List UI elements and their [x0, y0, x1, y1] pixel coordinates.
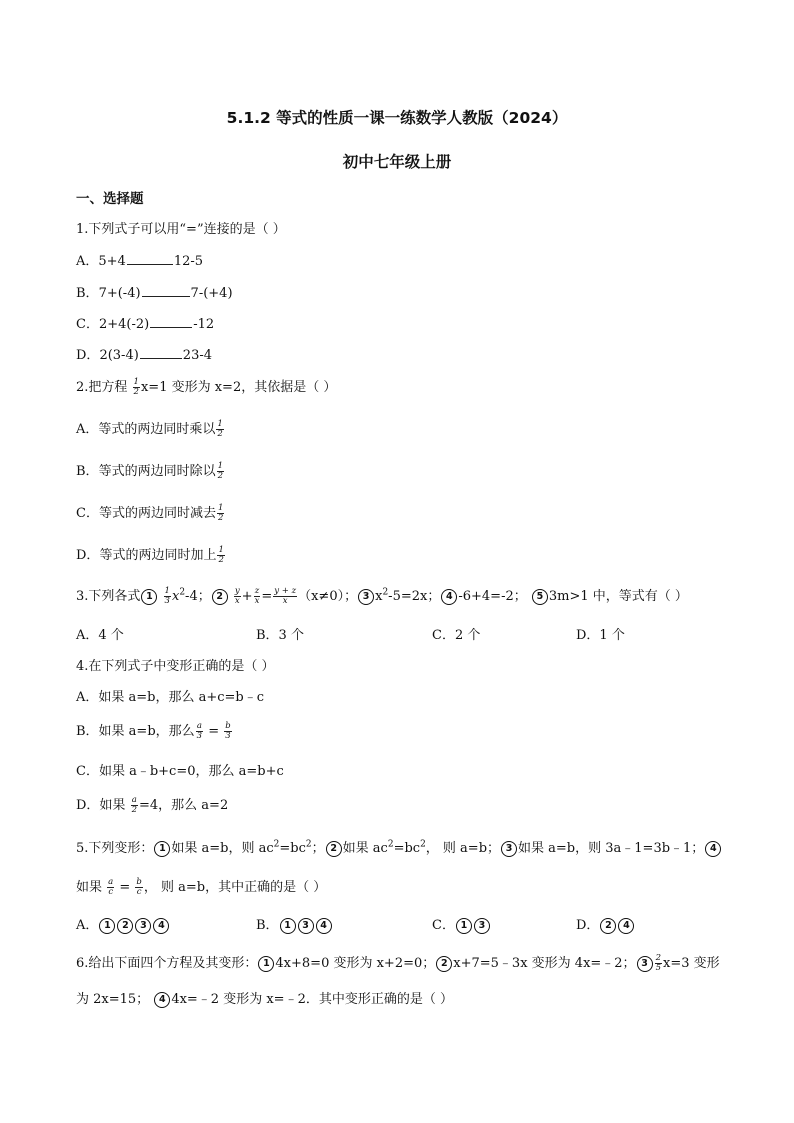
q2-option-c — [76, 502, 225, 523]
text-segment: 3m>1 中，等式有（ ） — [548, 589, 688, 604]
fraction — [164, 587, 171, 606]
text-segment: = — [115, 880, 135, 895]
option-right: 23-4 — [182, 348, 213, 363]
text-segment: 2 — [305, 839, 312, 850]
q2-option-d — [76, 544, 226, 565]
fraction — [655, 954, 662, 973]
text-segment: =4，那么 a=2 — [139, 798, 229, 813]
text-segment: = — [204, 724, 224, 739]
text-segment: 2 — [217, 513, 224, 523]
q5-option-a — [76, 914, 170, 934]
text-segment: 5.下列变形： — [76, 841, 154, 856]
option-right: 12-5 — [173, 254, 204, 269]
fraction — [131, 796, 138, 815]
text-segment: 2 — [655, 953, 661, 963]
q4-option-b — [76, 720, 233, 741]
answer-blank — [127, 253, 173, 265]
q1-option-a — [76, 250, 203, 269]
text-segment: 3.下列各式 — [76, 589, 141, 604]
text-segment: 2.把方程 — [76, 380, 128, 395]
question-5-line-1 — [76, 837, 722, 857]
question-5-line-2 — [76, 876, 326, 897]
circled-number: 3 — [135, 918, 151, 934]
text-segment: ， 则 a=b； — [425, 841, 501, 856]
option-left: 2(3-4) — [99, 348, 139, 363]
text-segment: 2 — [179, 587, 186, 598]
section-heading: 一、选择题 — [76, 191, 144, 207]
q2-option-b — [76, 460, 225, 481]
circled-number: 4 — [705, 841, 721, 857]
circled-number: 1 — [141, 589, 157, 605]
text-segment: 为 2x=15； — [76, 992, 154, 1007]
circled-number: 3 — [298, 918, 314, 934]
text-segment: D． — [76, 548, 100, 563]
q2-option-a — [76, 418, 225, 439]
circled-number: 4 — [441, 589, 457, 605]
fraction — [216, 420, 223, 439]
text-segment: 等式的两边同时减去 — [98, 506, 216, 521]
text-segment: 1 — [133, 377, 139, 387]
q1-option-d — [76, 344, 212, 363]
text-segment: B． — [76, 464, 99, 479]
text-segment: D． — [576, 918, 600, 933]
text-segment: 3 — [225, 731, 231, 741]
fraction — [135, 878, 142, 897]
q4-option-c: C．如果 a﹣b+c=0，那么 a=b+c — [76, 764, 284, 779]
option-left: 5+4 — [98, 254, 126, 269]
text-segment: 2 — [217, 471, 223, 481]
text-segment: x — [171, 589, 180, 604]
question-4-stem: 4.在下列式子中变形正确的是（ ） — [76, 659, 275, 674]
text-segment: -6+4=-2； — [458, 589, 527, 604]
text-segment: 1 — [164, 586, 170, 596]
text-segment: 2 — [131, 805, 137, 815]
text-segment: 2 — [133, 387, 139, 397]
question-6-line-1 — [76, 952, 720, 973]
text-segment: b — [225, 721, 231, 731]
text-segment: ， 则 a=b，其中正确的是（ ） — [143, 880, 327, 895]
answer-blank — [140, 347, 182, 359]
text-segment: 4x+8=0 变形为 x+2=0； — [275, 956, 436, 971]
text-segment: =bc — [393, 841, 421, 856]
text-segment: x=3 变形 — [662, 956, 720, 971]
text-segment: （x≠0）； — [298, 589, 358, 604]
text-segment: =bc — [279, 841, 306, 856]
text-segment: x — [282, 596, 288, 606]
text-segment: 1 — [217, 503, 224, 513]
text-segment: b — [136, 877, 142, 887]
option-left: 7+(-4) — [98, 286, 141, 301]
text-segment: 4x=﹣2 变形为 x=﹣2．其中变形正确的是（ ） — [171, 992, 453, 1007]
circled-number: 4 — [316, 918, 332, 934]
option-label: A． — [76, 254, 99, 269]
fraction — [107, 878, 114, 897]
text-segment: 5 — [655, 963, 661, 973]
text-segment: -4； — [185, 589, 211, 604]
text-segment: ； — [311, 841, 325, 856]
text-segment: + — [241, 589, 253, 604]
text-segment: C． — [432, 918, 455, 933]
text-segment: 如果 ac — [342, 841, 388, 856]
fraction — [254, 587, 261, 606]
text-segment: a — [108, 877, 114, 887]
fraction — [217, 504, 224, 523]
text-segment: = — [261, 589, 273, 604]
text-segment: 1 — [217, 419, 223, 429]
circled-number: 1 — [280, 918, 296, 934]
text-segment: y + z — [274, 586, 297, 596]
text-segment: 2 — [273, 839, 280, 850]
fraction — [224, 722, 231, 741]
text-segment: 6.给出下面四个方程及其变形： — [76, 956, 258, 971]
text-segment: x — [234, 596, 240, 606]
text-segment: 2 — [218, 555, 224, 565]
question-2-stem — [76, 376, 336, 397]
circled-number: 3 — [637, 956, 653, 972]
circled-number: 2 — [436, 956, 452, 972]
text-segment: 2 — [387, 839, 394, 850]
circled-number: 1 — [99, 918, 115, 934]
text-segment: 3 — [196, 731, 203, 741]
text-segment: 2 — [420, 839, 426, 850]
q5-option-b — [256, 914, 333, 934]
q3-option-b: B．3 个 — [256, 628, 304, 643]
text-segment: x+7=5﹣3x 变形为 4x=﹣2； — [453, 956, 636, 971]
text-segment: B．如果 a=b，那么 — [76, 724, 195, 739]
text-segment: B． — [256, 918, 279, 933]
circled-number: 1 — [154, 841, 170, 857]
option-label: D． — [76, 348, 100, 363]
text-segment: 如果 a=b，则 ac — [171, 841, 274, 856]
text-segment: C． — [76, 506, 99, 521]
circled-number: 3 — [474, 918, 490, 934]
circled-number: 2 — [212, 589, 228, 605]
text-segment: 等式的两边同时除以 — [98, 464, 216, 479]
text-segment: A． — [76, 422, 99, 437]
circled-number: 1 — [258, 956, 274, 972]
circled-number: 3 — [501, 841, 517, 857]
circled-number: 4 — [153, 918, 169, 934]
text-segment: 2 — [217, 429, 223, 439]
fraction — [217, 546, 224, 565]
q1-option-c — [76, 313, 214, 332]
question-1-stem: 1.下列式子可以用“=”连接的是（ ） — [76, 222, 286, 237]
circled-number: 2 — [600, 918, 616, 934]
text-segment: 2 — [382, 587, 389, 598]
text-segment: -5=2x； — [388, 589, 441, 604]
q5-option-c — [432, 914, 491, 934]
text-segment: x=1 变形为 x=2，其依据是（ ） — [140, 380, 337, 395]
text-segment: y — [234, 586, 240, 596]
question-6-line-2 — [76, 988, 453, 1008]
fraction — [133, 378, 140, 397]
circled-number: 2 — [326, 841, 342, 857]
text-segment: c — [108, 887, 114, 897]
text-segment: 如果 — [76, 880, 103, 895]
text-segment: a — [196, 721, 202, 731]
answer-blank — [150, 316, 192, 328]
text-segment: A． — [76, 918, 99, 933]
text-segment: 1 — [217, 461, 223, 471]
answer-blank — [142, 285, 190, 297]
q4-option-d — [76, 794, 228, 815]
text-segment: 1 — [218, 545, 224, 555]
fraction — [196, 722, 203, 741]
q3-option-d: D．1 个 — [576, 628, 625, 643]
text-segment: 等式的两边同时加上 — [99, 548, 217, 563]
q4-option-a: A．如果 a=b，那么 a+c=b﹣c — [76, 690, 265, 705]
text-segment: 3 — [164, 596, 170, 606]
text-segment: x — [375, 589, 383, 604]
circled-number: 4 — [618, 918, 634, 934]
fraction — [217, 462, 224, 481]
option-right: -12 — [193, 317, 215, 332]
text-segment: a — [131, 795, 137, 805]
fraction — [273, 587, 297, 606]
text-segment: 等式的两边同时乘以 — [98, 422, 216, 437]
text-segment: z — [254, 586, 260, 596]
option-right: 7-(+4) — [190, 286, 233, 301]
circled-number: 1 — [456, 918, 472, 934]
circled-number: 2 — [117, 918, 133, 934]
circled-number: 4 — [154, 992, 170, 1008]
question-3-stem — [76, 585, 688, 606]
q5-option-d — [576, 914, 635, 934]
circled-number: 5 — [532, 589, 548, 605]
text-segment: 如果 a=b，则 3a﹣1=3b﹣1； — [518, 841, 705, 856]
option-label: C． — [76, 317, 99, 332]
q3-option-a: A．4 个 — [76, 628, 124, 643]
text-segment: D．如果 — [76, 798, 126, 813]
q1-option-b — [76, 282, 233, 301]
option-label: B． — [76, 286, 99, 301]
page-subtitle: 初中七年级上册 — [342, 153, 452, 171]
text-segment: c — [136, 887, 142, 897]
page-title: 5.1.2 等式的性质一课一练数学人教版（2024） — [226, 109, 568, 127]
text-segment: x — [254, 596, 260, 606]
fraction — [234, 587, 241, 606]
option-left: 2+4(-2) — [98, 317, 150, 332]
circled-number: 3 — [358, 589, 374, 605]
q3-option-c: C．2 个 — [432, 628, 481, 643]
